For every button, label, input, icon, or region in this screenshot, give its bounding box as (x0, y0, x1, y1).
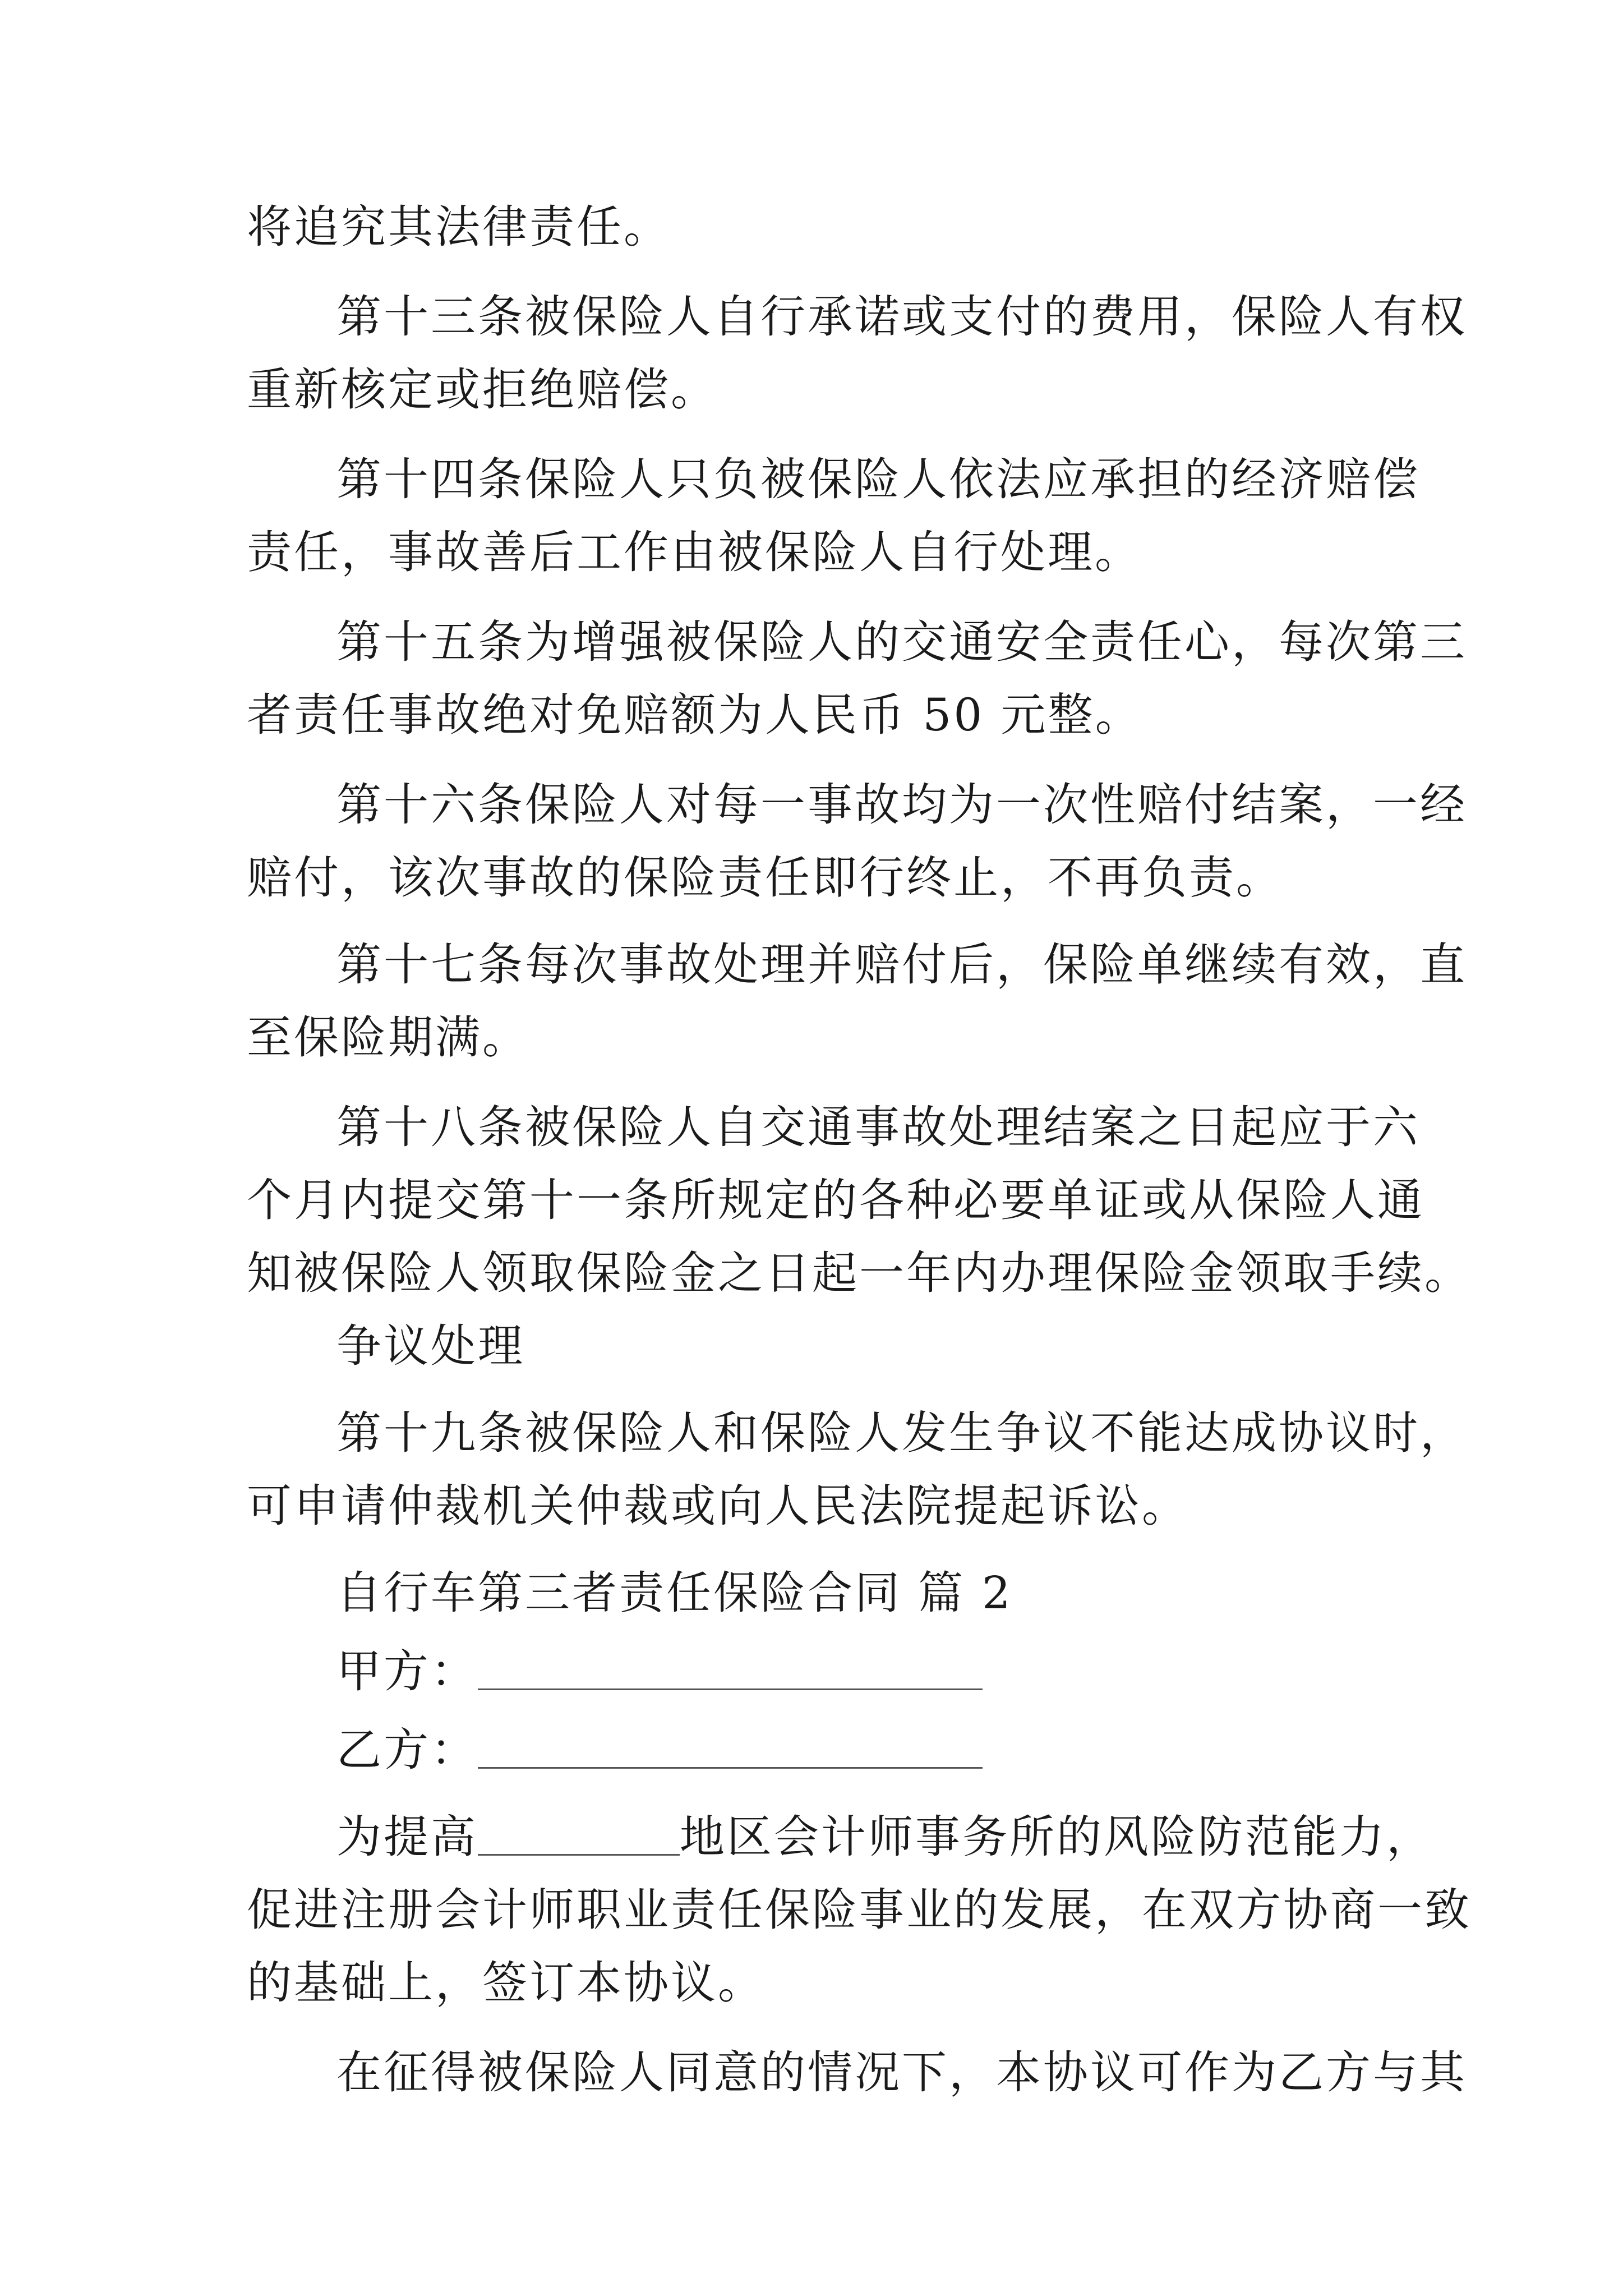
text-line: 至保险期满。 (247, 1011, 529, 1064)
paragraph-intro (336, 1806, 1433, 1868)
text-line: 者责任事故绝对免赔额为人民币 50 元整。 (247, 689, 1142, 741)
clause-19: 第十九条被保险人和保险人发生争议不能达成协议时， (336, 1407, 1467, 1459)
party-a-label: 甲方： (336, 1645, 478, 1697)
text-line: 可申请仲裁机关仲裁或向人民法院提起诉讼。 (247, 1480, 1189, 1532)
contract-title: 自行车第三者责任保险合同 篇 2 (336, 1567, 1013, 1619)
clause-18: 第十八条被保险人自交通事故处理结案之日起应于六 (336, 1101, 1420, 1153)
text-line: 促进注册会计师职业责任保险事业的发展，在双方协商一致 (247, 1884, 1472, 1936)
party-b-label: 乙方： (336, 1724, 478, 1776)
text-line: 知被保险人领取保险金之日起一年内办理保险金领取手续。 (247, 1247, 1472, 1299)
clause-14: 第十四条保险人只负被保险人依法应承担的经济赔偿 (336, 453, 1420, 505)
party-b-blank (478, 1728, 983, 1769)
clause-13: 第十三条被保险人自行承诺或支付的费用，保险人有权 (336, 291, 1467, 343)
clause-16: 第十六条保险人对每一事故均为一次性赔付结案，一经 (336, 779, 1467, 831)
para-prefix: 为提高 (336, 1811, 478, 1863)
clause-15: 第十五条为增强被保险人的交通安全责任心，每次第三 (336, 616, 1467, 668)
section-heading: 争议处理 (336, 1320, 525, 1372)
text-line: 重新核定或拒绝赔偿。 (247, 364, 718, 416)
text-line: 个月内提交第十一条所规定的各种必要单证或从保险人通 (247, 1174, 1424, 1226)
party-a-blank (478, 1649, 983, 1690)
text-line: 将追究其法律责任。 (247, 201, 671, 253)
party-a-row (336, 1641, 983, 1703)
text-line: 赔付，该次事故的保险责任即行终止，不再负责。 (247, 852, 1283, 904)
para-suffix: 地区会计师事务所的风险防范能力， (680, 1811, 1433, 1863)
clause-17: 第十七条每次事故处理并赔付后，保险单继续有效，直 (336, 938, 1467, 991)
party-b-row (336, 1719, 983, 1781)
region-blank (478, 1815, 680, 1856)
text-line: 在征得被保险人同意的情况下，本协议可作为乙方与其 (336, 2046, 1467, 2099)
text-line: 的基础上，签订本协议。 (247, 1957, 765, 2009)
text-line: 责任，事故善后工作由被保险人自行处理。 (247, 526, 1142, 578)
